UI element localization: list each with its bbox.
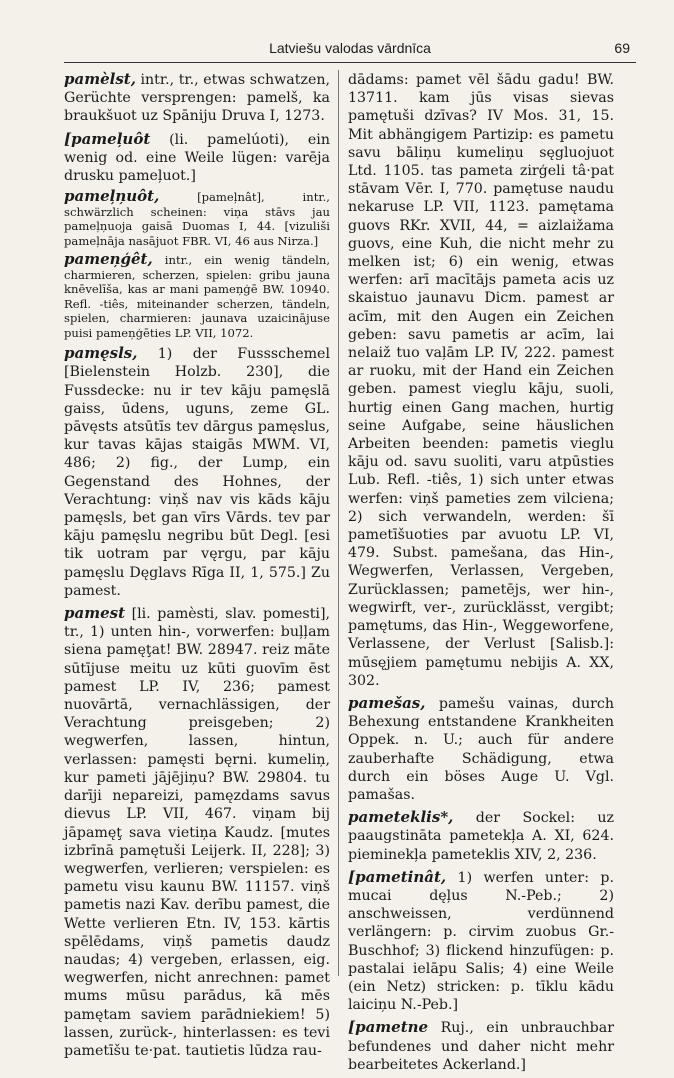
entry-pamesas (348, 694, 614, 804)
headword: [pameļuôt (64, 129, 151, 148)
entry-pamest-continued (348, 70, 614, 690)
entry-pametne (348, 1018, 614, 1074)
entry-text: 1) werfen unter: p. mucai dęļus N.-Peb.; 2) anschweissen, verdünnend verlängern: p. cirvim zuobus Gr.-Buschhof; 3) flickend hinzufügen: p. pastalai ielāpu Salis; 4) eine Weile (ein Netz) stricken: p. tīklu kādu laiciņu N.-Peb.] (348, 869, 614, 1014)
entry-pamelnuot (64, 189, 330, 248)
page-number: 69 (614, 40, 630, 56)
headword: pameņģêt, (64, 250, 153, 269)
headword: [pametne (348, 1018, 429, 1037)
headword: pameteklis*, (348, 808, 454, 827)
entry-text: dādams: pamet vēl šādu gadu! BW. 13711. kam jūs visas sievas pamętuši dzīvas? IV Mos. 31, 15. Mit abhängigem Partizip: es pametu savu bāliņu kumeliņu sęgluojuot Ltd. 1105. tas pameta zirģeli tâ·pat stāvam Vēr. I, 770. pamętuse naudu nekaruse LP. VII, 1123. pamętama guovs RKr. XVII, 44, = aizlaižama guovs, eine Kuh, die nicht mehr zu melken ist; 6) ein wenig, etwas werfen: arī macītājs pameta acis uz skaistuo jaunavu Dicm. pamest ar acīm, mit den Augen ein Zeichen geben: savu pametis ar acīm, lai nelaiž tuo vaļām LP. IV, 222. pamest ar ruoku, mit der Hand ein Zeichen geben. pamest vieglu kāju, suoli, hurtig einen Gang machen, hurtig seine Aufgabe, seine häuslichen Arbeiten beenden: pametis vieglu kāju od. savu suoliti, varu atpūsties Lub. Refl. -tiês, 1) sich unter etwas werfen: viņš pameties zem vilciena; 2) sich verwandeln, werden: šī pametīšuoties par avuotu LP. VI, 479. Subst. pamešana, das Hin-, Wegwerfen, Verlassen, Vergeben, Zurücklassen; pametējs, wer hin-, wegwirft, ver-, zurücklässt, vergibt; pamętums, das Hin-, Weggeworfene, Verlassene, der Verlust [Salisb.]: mūsęjiem pamętumu nebijis A. XX, 302. (348, 72, 614, 689)
entry-text: intr., tr., etwas schwatzen, Gerüchte versprengen: pamelš, ka braukšuot uz Spāniju Druva I, 1273. (64, 72, 330, 125)
entry-text: der Sockel: uz paaugstināta pametekļa A. XI, 624. pieminekļa pameteklis XIV, 2, 236. (348, 810, 614, 863)
entry-text: 1) der Fussschemel [Bielenstein Holzb. 230], die Fussdecke: nu ir tev kāju pamęslā gaiss, ūdens, uguns, zeme GL. pāvęsts atsūtīs tev dārgus pamęslus, kur tavas kājas staigās MWM. VI, 486; 2) fig., der Lump, ein Gegenstand des Hohnes, der Verachtung: viņš nav vis kāds kāju pamęsls, bet gan vīrs Vārds. tev par kāju pamęslu negribu būt Degl. [esi tik uotram par vęrgu, par kāju pamęslu Dęglavs Rīga II, 1, 575.] Zu pamest. (64, 346, 330, 599)
right-column (348, 70, 614, 1078)
entry-pamengeet (64, 252, 330, 340)
page-header (64, 40, 636, 62)
entry-text: Ruj., ein unbrauchbar befundenes und daher nicht mehr bearbeitetes Ackerland.] (348, 1020, 614, 1073)
headword: [pametinât, (348, 867, 447, 886)
page-title: Latviešu valodas vārdnīca (269, 40, 431, 56)
entry-text: [li. pamèsti, slav. pomesti], tr., 1) unten hin-, vorwerfen: buļļam siena pamęţat! BW. 28947. reiz māte sūtījuse meitu uz kūti guovīm ēst pamest LP. IV, 236; pamest nuovārtā, vernachlässigen, der Verachtung preisgeben; 2) wegwerfen, lassen, hintun, verlassen: pamęsti bęrni. kumeliņ, kur pameti jājējiņu? BW. 29804. tu darīji nepareizi, pamęzdams savus dievus LP. VII, 467. viņam bij jāpamęţ sava vietiņa Kaudz. [mutes izbrīnā pamętuši Leijerk. II, 228]; 3) wegwerfen, verlieren; verspielen: es pametu visu kaunu BW. 11157. viņš pametis nazi Kav. derību pamest, die Wette verlieren Etn. IV, 153. kārtis spēlēdams, viņš pametis daudz naudas; 4) vergeben, erlassen, eig. wegwerfen, nicht anrechnen: pamet mums mūsu parādus, kā mēs pamętam saviem parādniekiem! 5) lassen, zurück-, hinterlassen: es tevi pametīšu te·pat. tautietis lūdza rau- (64, 606, 330, 1059)
header-rule (64, 62, 636, 63)
headword: pamest (64, 604, 125, 623)
headword: pamèlst, (64, 70, 136, 88)
entry-pameluot (64, 130, 330, 186)
entry-pamest (64, 604, 330, 1060)
headword: pamešas, (348, 693, 426, 712)
headword: pameļņuôt, (64, 187, 160, 206)
left-column (64, 70, 330, 1064)
entry-text: (li. pamelúoti), ein wenig od. eine Weile lügen: varēja drusku pameļuot.] (64, 131, 330, 185)
entry-text: [pameļnât], intr., schwärzlich scheinen: viņa stāvs jau pameļņuoja gaisā Duomas I, 44. [vizuliši pameļnāja nasājuot FBR. VI, 46 aus Nirza.] (64, 190, 330, 248)
entry-text: pamešu vainas, durch Behexung entstandene Krankheiten Oppek. n. U.; auch für andere zauberhafte Schädigung, etwa durch ein böses Auge U. Vgl. pamašas. (348, 695, 614, 803)
entry-pameteklis (348, 808, 614, 864)
entry-pamesls (64, 344, 330, 600)
entry-pametinat (348, 868, 614, 1015)
headword: pamęsls, (64, 344, 138, 363)
entry-pamelst (64, 70, 330, 126)
entry-text: intr., ein wenig tändeln, charmieren, scherzen, spielen: gribu jauna knēvelīša, kas ar mani pameņģē BW. 10940. Refl. -tiês, miteinander scherzen, tändeln, spielen, charmieren: jaunava uzaicinājuse puisi pameņģēties LP. VII, 1072. (64, 253, 330, 340)
column-divider (338, 70, 339, 976)
